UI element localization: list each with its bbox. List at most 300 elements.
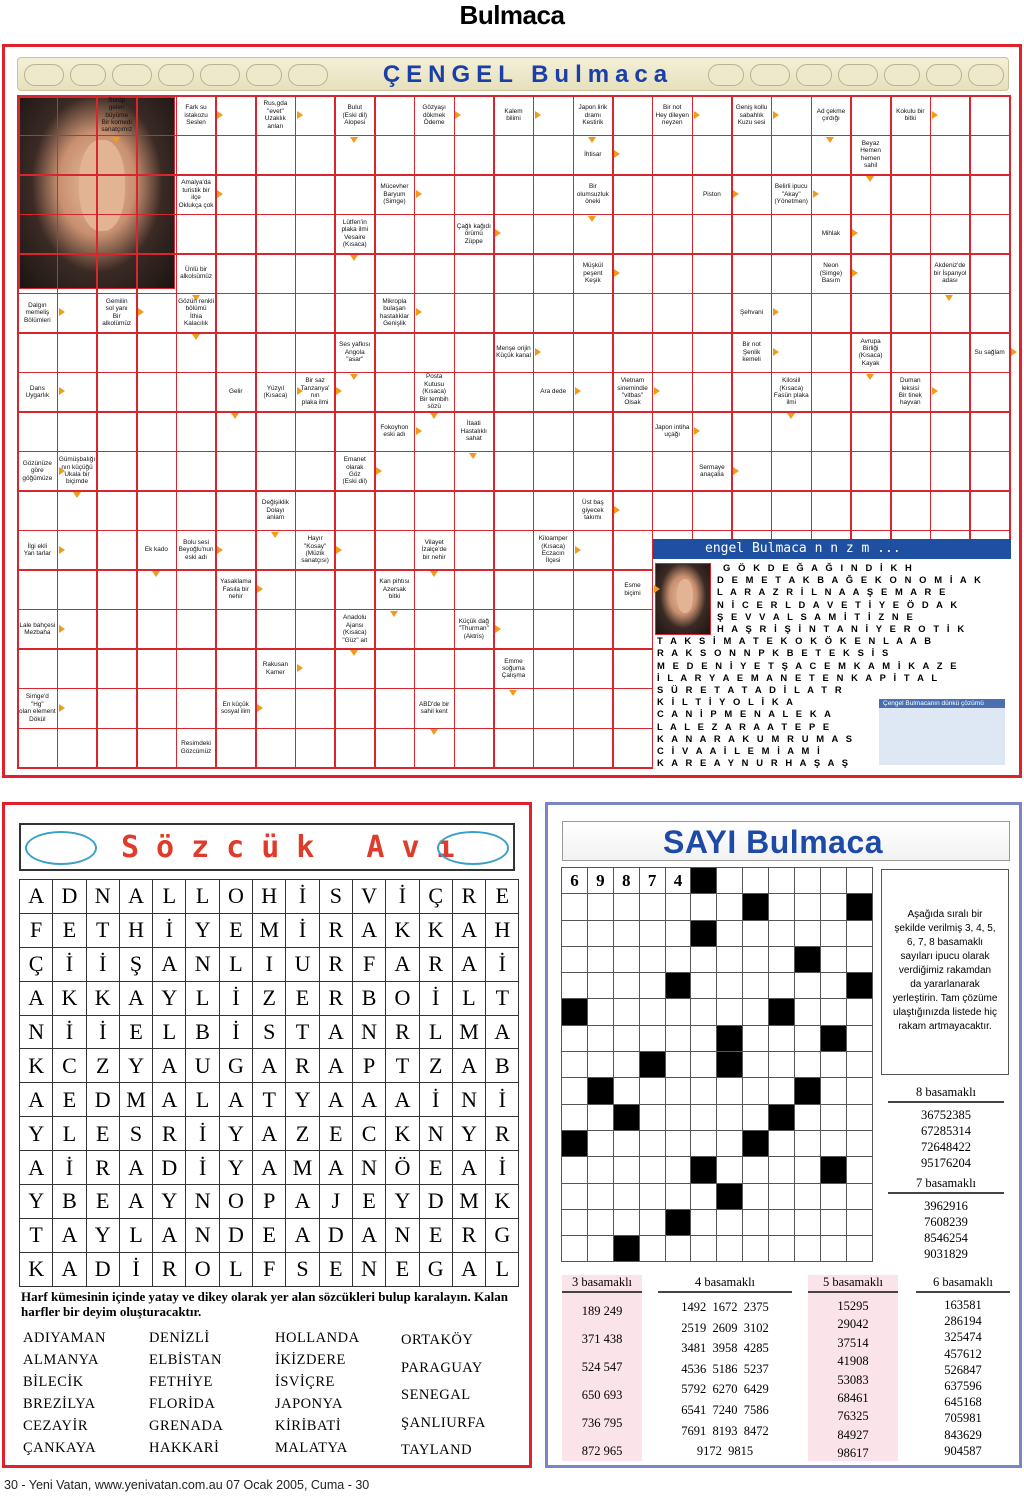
- letter-cell[interactable]: L: [119, 1218, 152, 1252]
- letter-cell[interactable]: K: [486, 1185, 519, 1219]
- number-cell[interactable]: [613, 1157, 639, 1183]
- letter-cell[interactable]: Z: [286, 1117, 319, 1151]
- letter-cell[interactable]: A: [253, 1151, 286, 1185]
- number-cell[interactable]: [639, 1157, 665, 1183]
- letter-cell[interactable]: R: [86, 1151, 119, 1185]
- letter-cell[interactable]: İ: [86, 1015, 119, 1049]
- letter-cell[interactable]: E: [119, 1015, 152, 1049]
- number-cell[interactable]: [846, 868, 872, 894]
- number-cell[interactable]: [820, 920, 846, 946]
- letter-cell[interactable]: E: [419, 1218, 452, 1252]
- number-cell[interactable]: [562, 1025, 588, 1051]
- number-cell[interactable]: [769, 1209, 795, 1235]
- letter-cell[interactable]: E: [53, 913, 86, 947]
- number-cell[interactable]: [795, 920, 821, 946]
- letter-cell[interactable]: R: [486, 1117, 519, 1151]
- number-cell[interactable]: [639, 1236, 665, 1262]
- number-cell[interactable]: [769, 868, 795, 894]
- letter-cell[interactable]: R: [286, 1049, 319, 1083]
- letter-cell[interactable]: R: [386, 1015, 419, 1049]
- number-cell[interactable]: [587, 920, 613, 946]
- letter-cell[interactable]: E: [419, 1151, 452, 1185]
- letter-cell[interactable]: E: [86, 1117, 119, 1151]
- letter-cell[interactable]: E: [286, 981, 319, 1015]
- letter-cell[interactable]: N: [419, 1117, 452, 1151]
- letter-cell[interactable]: S: [119, 1117, 152, 1151]
- letter-cell[interactable]: R: [319, 947, 352, 981]
- number-cell[interactable]: [795, 1052, 821, 1078]
- number-cell[interactable]: [717, 1209, 743, 1235]
- letter-cell[interactable]: A: [352, 1218, 385, 1252]
- number-cell[interactable]: [820, 1078, 846, 1104]
- number-cell[interactable]: [717, 868, 743, 894]
- letter-cell[interactable]: E: [319, 1252, 352, 1286]
- letter-cell[interactable]: A: [286, 1218, 319, 1252]
- number-cell[interactable]: [769, 973, 795, 999]
- number-cell[interactable]: [562, 1236, 588, 1262]
- letter-cell[interactable]: K: [386, 1117, 419, 1151]
- number-cell[interactable]: [665, 999, 691, 1025]
- letter-cell[interactable]: D: [86, 1083, 119, 1117]
- number-cell[interactable]: [743, 1236, 769, 1262]
- letter-cell[interactable]: R: [153, 1252, 186, 1286]
- number-cell[interactable]: 8: [613, 868, 639, 894]
- letter-cell[interactable]: N: [386, 1218, 419, 1252]
- letter-cell[interactable]: D: [219, 1218, 252, 1252]
- letter-cell[interactable]: R: [319, 981, 352, 1015]
- number-cell[interactable]: [743, 973, 769, 999]
- letter-cell[interactable]: A: [53, 1218, 86, 1252]
- letter-cell[interactable]: A: [119, 981, 152, 1015]
- number-cell[interactable]: [665, 1183, 691, 1209]
- letter-cell[interactable]: Ç: [20, 947, 53, 981]
- number-cell[interactable]: [613, 973, 639, 999]
- letter-cell[interactable]: L: [53, 1117, 86, 1151]
- number-cell[interactable]: [846, 999, 872, 1025]
- letter-cell[interactable]: C: [53, 1049, 86, 1083]
- letter-cell[interactable]: İ: [186, 1117, 219, 1151]
- number-cell[interactable]: [743, 999, 769, 1025]
- number-cell[interactable]: [639, 946, 665, 972]
- number-cell[interactable]: [613, 920, 639, 946]
- number-cell[interactable]: [665, 920, 691, 946]
- letter-cell[interactable]: A: [153, 1049, 186, 1083]
- number-cell[interactable]: [820, 1104, 846, 1130]
- letter-cell[interactable]: O: [386, 981, 419, 1015]
- letter-cell[interactable]: N: [186, 947, 219, 981]
- number-cell[interactable]: [613, 1209, 639, 1235]
- number-cell[interactable]: [639, 1130, 665, 1156]
- letter-cell[interactable]: S: [253, 1015, 286, 1049]
- number-cell[interactable]: [743, 1209, 769, 1235]
- number-cell[interactable]: [795, 894, 821, 920]
- number-cell[interactable]: [587, 1209, 613, 1235]
- number-cell[interactable]: [639, 1104, 665, 1130]
- letter-cell[interactable]: C: [352, 1117, 385, 1151]
- letter-cell[interactable]: N: [352, 1015, 385, 1049]
- number-cell[interactable]: [587, 1183, 613, 1209]
- number-cell[interactable]: [743, 920, 769, 946]
- letter-cell[interactable]: D: [86, 1252, 119, 1286]
- number-cell[interactable]: [717, 1157, 743, 1183]
- letter-cell[interactable]: A: [319, 1015, 352, 1049]
- letter-cell[interactable]: L: [153, 1015, 186, 1049]
- letter-cell[interactable]: A: [319, 1049, 352, 1083]
- number-cell[interactable]: 6: [562, 868, 588, 894]
- number-cell[interactable]: [691, 946, 717, 972]
- letter-cell[interactable]: A: [119, 880, 152, 914]
- number-cell[interactable]: [743, 1157, 769, 1183]
- letter-cell[interactable]: S: [319, 880, 352, 914]
- letter-cell[interactable]: I: [253, 947, 286, 981]
- letter-cell[interactable]: İ: [219, 1015, 252, 1049]
- number-cell[interactable]: [665, 1104, 691, 1130]
- letter-cell[interactable]: A: [319, 1083, 352, 1117]
- number-cell[interactable]: [691, 1236, 717, 1262]
- letter-cell[interactable]: A: [153, 947, 186, 981]
- number-cell[interactable]: [691, 1130, 717, 1156]
- letter-cell[interactable]: D: [419, 1185, 452, 1219]
- number-cell[interactable]: [820, 973, 846, 999]
- number-cell[interactable]: [846, 920, 872, 946]
- number-cell[interactable]: [846, 1078, 872, 1104]
- letter-cell[interactable]: Z: [419, 1049, 452, 1083]
- letter-cell[interactable]: İ: [153, 913, 186, 947]
- letter-cell[interactable]: K: [386, 913, 419, 947]
- letter-cell[interactable]: A: [219, 1083, 252, 1117]
- letter-cell[interactable]: Y: [153, 1185, 186, 1219]
- letter-cell[interactable]: A: [452, 1252, 485, 1286]
- letter-cell[interactable]: Y: [219, 1117, 252, 1151]
- number-cell[interactable]: [691, 973, 717, 999]
- letter-cell[interactable]: İ: [286, 913, 319, 947]
- number-cell[interactable]: [639, 999, 665, 1025]
- number-cell[interactable]: [665, 1130, 691, 1156]
- letter-cell[interactable]: A: [53, 1252, 86, 1286]
- letter-cell[interactable]: A: [352, 913, 385, 947]
- letter-cell[interactable]: P: [253, 1185, 286, 1219]
- letter-cell[interactable]: P: [352, 1049, 385, 1083]
- letter-cell[interactable]: T: [86, 913, 119, 947]
- letter-cell[interactable]: Y: [186, 913, 219, 947]
- number-cell[interactable]: [613, 1052, 639, 1078]
- number-cell[interactable]: [743, 1025, 769, 1051]
- number-cell[interactable]: [743, 1104, 769, 1130]
- number-cell[interactable]: [562, 973, 588, 999]
- letter-cell[interactable]: O: [219, 880, 252, 914]
- letter-cell[interactable]: E: [219, 913, 252, 947]
- number-cell[interactable]: [769, 894, 795, 920]
- number-cell[interactable]: [717, 999, 743, 1025]
- letter-cell[interactable]: L: [486, 1252, 519, 1286]
- letter-cell[interactable]: A: [20, 981, 53, 1015]
- number-cell[interactable]: [717, 1104, 743, 1130]
- letter-cell[interactable]: N: [186, 1218, 219, 1252]
- letter-cell[interactable]: Y: [286, 1083, 319, 1117]
- number-cell[interactable]: [639, 920, 665, 946]
- letter-cell[interactable]: G: [219, 1049, 252, 1083]
- letter-cell[interactable]: M: [286, 1151, 319, 1185]
- number-cell[interactable]: [639, 1183, 665, 1209]
- letter-cell[interactable]: K: [53, 981, 86, 1015]
- letter-cell[interactable]: L: [186, 880, 219, 914]
- number-cell[interactable]: [769, 1130, 795, 1156]
- number-cell[interactable]: [769, 1052, 795, 1078]
- number-cell[interactable]: [820, 1236, 846, 1262]
- letter-cell[interactable]: F: [20, 913, 53, 947]
- number-cell[interactable]: [795, 1025, 821, 1051]
- number-cell[interactable]: [613, 1025, 639, 1051]
- number-cell[interactable]: [846, 1236, 872, 1262]
- number-cell[interactable]: [846, 1183, 872, 1209]
- number-cell[interactable]: [665, 1025, 691, 1051]
- number-cell[interactable]: [795, 1157, 821, 1183]
- number-cell[interactable]: [820, 999, 846, 1025]
- letter-cell[interactable]: U: [286, 947, 319, 981]
- number-cell[interactable]: [665, 1157, 691, 1183]
- letter-cell[interactable]: O: [186, 1252, 219, 1286]
- letter-cell[interactable]: Y: [20, 1117, 53, 1151]
- letter-cell[interactable]: N: [186, 1185, 219, 1219]
- number-cell[interactable]: [795, 1236, 821, 1262]
- letter-cell[interactable]: H: [486, 913, 519, 947]
- letter-cell[interactable]: R: [452, 1218, 485, 1252]
- letter-cell[interactable]: M: [253, 913, 286, 947]
- letter-cell[interactable]: A: [20, 1151, 53, 1185]
- letter-cell[interactable]: İ: [486, 1151, 519, 1185]
- number-cell[interactable]: [795, 1104, 821, 1130]
- letter-cell[interactable]: İ: [419, 1083, 452, 1117]
- letter-cell[interactable]: A: [452, 947, 485, 981]
- letter-cell[interactable]: A: [153, 1218, 186, 1252]
- letter-cell[interactable]: A: [20, 880, 53, 914]
- number-cell[interactable]: [769, 946, 795, 972]
- letter-cell[interactable]: A: [452, 1049, 485, 1083]
- number-cell[interactable]: [846, 1130, 872, 1156]
- number-cell[interactable]: [769, 1078, 795, 1104]
- number-cell[interactable]: [639, 894, 665, 920]
- letter-cell[interactable]: R: [153, 1117, 186, 1151]
- letter-cell[interactable]: L: [186, 1083, 219, 1117]
- number-cell[interactable]: [769, 920, 795, 946]
- letter-cell[interactable]: N: [20, 1015, 53, 1049]
- number-cell[interactable]: [743, 946, 769, 972]
- number-cell[interactable]: [639, 1209, 665, 1235]
- number-cell[interactable]: [743, 868, 769, 894]
- number-cell[interactable]: [587, 894, 613, 920]
- number-cell[interactable]: [795, 999, 821, 1025]
- letter-cell[interactable]: R: [319, 913, 352, 947]
- number-cell[interactable]: [665, 1078, 691, 1104]
- number-cell[interactable]: [717, 973, 743, 999]
- letter-cell[interactable]: T: [486, 981, 519, 1015]
- letter-cell[interactable]: N: [86, 880, 119, 914]
- letter-cell[interactable]: B: [486, 1049, 519, 1083]
- number-cell[interactable]: [562, 1078, 588, 1104]
- letter-cell[interactable]: İ: [53, 1151, 86, 1185]
- number-cell[interactable]: [587, 1130, 613, 1156]
- number-cell[interactable]: 4: [665, 868, 691, 894]
- number-cell[interactable]: [769, 1025, 795, 1051]
- number-cell[interactable]: [613, 999, 639, 1025]
- letter-cell[interactable]: N: [352, 1151, 385, 1185]
- number-cell[interactable]: [691, 1183, 717, 1209]
- letter-cell[interactable]: A: [452, 913, 485, 947]
- letter-cell[interactable]: G: [486, 1218, 519, 1252]
- letter-cell[interactable]: İ: [419, 981, 452, 1015]
- number-cell[interactable]: [613, 946, 639, 972]
- letter-cell[interactable]: A: [119, 1185, 152, 1219]
- number-cell[interactable]: [795, 1209, 821, 1235]
- number-cell[interactable]: [691, 1025, 717, 1051]
- number-cell[interactable]: [613, 1078, 639, 1104]
- number-cell[interactable]: [587, 1025, 613, 1051]
- number-cell[interactable]: [795, 973, 821, 999]
- letter-cell[interactable]: A: [286, 1185, 319, 1219]
- letter-cell[interactable]: N: [352, 1252, 385, 1286]
- number-cell[interactable]: [717, 1236, 743, 1262]
- letter-cell[interactable]: E: [319, 1117, 352, 1151]
- number-cell[interactable]: [717, 920, 743, 946]
- number-cell[interactable]: [613, 1130, 639, 1156]
- letter-cell[interactable]: Y: [386, 1185, 419, 1219]
- number-cell[interactable]: [846, 1025, 872, 1051]
- number-cell[interactable]: [587, 1104, 613, 1130]
- number-cell[interactable]: [691, 894, 717, 920]
- letter-cell[interactable]: Y: [119, 1049, 152, 1083]
- letter-cell[interactable]: İ: [386, 880, 419, 914]
- number-cell[interactable]: [846, 1104, 872, 1130]
- number-cell[interactable]: [717, 894, 743, 920]
- letter-cell[interactable]: İ: [86, 947, 119, 981]
- number-cell[interactable]: [743, 1052, 769, 1078]
- number-cell[interactable]: [691, 1104, 717, 1130]
- letter-cell[interactable]: D: [319, 1218, 352, 1252]
- number-cell[interactable]: [769, 1157, 795, 1183]
- number-cell[interactable]: [691, 1078, 717, 1104]
- letter-cell[interactable]: H: [119, 913, 152, 947]
- number-cell[interactable]: [820, 894, 846, 920]
- number-cell[interactable]: [820, 1209, 846, 1235]
- letter-cell[interactable]: E: [486, 880, 519, 914]
- letter-cell[interactable]: Y: [452, 1117, 485, 1151]
- letter-cell[interactable]: R: [419, 947, 452, 981]
- number-cell[interactable]: [795, 868, 821, 894]
- letter-cell[interactable]: E: [86, 1185, 119, 1219]
- number-cell[interactable]: [639, 973, 665, 999]
- number-cell[interactable]: [795, 1183, 821, 1209]
- letter-cell[interactable]: E: [53, 1083, 86, 1117]
- letter-cell[interactable]: A: [486, 1015, 519, 1049]
- number-cell[interactable]: [820, 1052, 846, 1078]
- number-cell[interactable]: [691, 1052, 717, 1078]
- letter-cell[interactable]: E: [352, 1185, 385, 1219]
- letter-cell[interactable]: T: [286, 1015, 319, 1049]
- letter-cell[interactable]: R: [452, 880, 485, 914]
- number-cell[interactable]: 9: [587, 868, 613, 894]
- letter-cell[interactable]: E: [253, 1218, 286, 1252]
- letter-cell[interactable]: H: [253, 880, 286, 914]
- letter-cell[interactable]: İ: [486, 947, 519, 981]
- number-cell[interactable]: [562, 1157, 588, 1183]
- number-cell[interactable]: [665, 1236, 691, 1262]
- number-cell[interactable]: [613, 894, 639, 920]
- number-cell[interactable]: [613, 1183, 639, 1209]
- letter-cell[interactable]: İ: [486, 1083, 519, 1117]
- number-cell[interactable]: [820, 946, 846, 972]
- number-cell[interactable]: [665, 894, 691, 920]
- number-cell[interactable]: [587, 1157, 613, 1183]
- letter-cell[interactable]: O: [219, 1185, 252, 1219]
- number-cell[interactable]: [717, 946, 743, 972]
- number-cell[interactable]: [587, 1052, 613, 1078]
- letter-cell[interactable]: A: [253, 1117, 286, 1151]
- letter-cell[interactable]: A: [253, 1049, 286, 1083]
- number-cell[interactable]: [587, 1236, 613, 1262]
- letter-cell[interactable]: A: [119, 1151, 152, 1185]
- letter-cell[interactable]: A: [319, 1151, 352, 1185]
- number-cell[interactable]: [639, 1025, 665, 1051]
- letter-cell[interactable]: Z: [253, 981, 286, 1015]
- letter-cell[interactable]: A: [386, 1083, 419, 1117]
- number-cell[interactable]: [691, 999, 717, 1025]
- number-cell[interactable]: [743, 1183, 769, 1209]
- number-cell[interactable]: [562, 920, 588, 946]
- letter-cell[interactable]: A: [153, 1083, 186, 1117]
- letter-cell[interactable]: B: [186, 1015, 219, 1049]
- letter-cell[interactable]: E: [386, 1252, 419, 1286]
- letter-cell[interactable]: J: [319, 1185, 352, 1219]
- letter-cell[interactable]: İ: [119, 1252, 152, 1286]
- number-cell[interactable]: [665, 1052, 691, 1078]
- letter-cell[interactable]: M: [452, 1185, 485, 1219]
- letter-cell[interactable]: D: [53, 880, 86, 914]
- letter-cell[interactable]: L: [186, 981, 219, 1015]
- number-cell[interactable]: [846, 1209, 872, 1235]
- number-cell[interactable]: [639, 1078, 665, 1104]
- number-cell[interactable]: 7: [639, 868, 665, 894]
- letter-cell[interactable]: K: [20, 1049, 53, 1083]
- number-cell[interactable]: [587, 973, 613, 999]
- number-cell[interactable]: [562, 1104, 588, 1130]
- number-cell[interactable]: [846, 1052, 872, 1078]
- number-cell[interactable]: [820, 1183, 846, 1209]
- number-cell[interactable]: [587, 999, 613, 1025]
- letter-cell[interactable]: L: [419, 1015, 452, 1049]
- letter-cell[interactable]: Y: [153, 981, 186, 1015]
- letter-cell[interactable]: A: [352, 1083, 385, 1117]
- letter-cell[interactable]: L: [219, 947, 252, 981]
- number-cell[interactable]: [846, 1157, 872, 1183]
- letter-cell[interactable]: K: [419, 913, 452, 947]
- letter-cell[interactable]: Y: [219, 1151, 252, 1185]
- number-cell[interactable]: [743, 1078, 769, 1104]
- letter-cell[interactable]: Ö: [386, 1151, 419, 1185]
- number-cell[interactable]: [846, 946, 872, 972]
- letter-cell[interactable]: L: [153, 880, 186, 914]
- letter-cell[interactable]: K: [86, 981, 119, 1015]
- number-cell[interactable]: [769, 1183, 795, 1209]
- number-cell[interactable]: [820, 1130, 846, 1156]
- number-cell[interactable]: [717, 1078, 743, 1104]
- letter-cell[interactable]: N: [452, 1083, 485, 1117]
- number-cell[interactable]: [665, 946, 691, 972]
- letter-cell[interactable]: Z: [86, 1049, 119, 1083]
- number-cell[interactable]: [795, 1130, 821, 1156]
- number-cell[interactable]: [717, 1130, 743, 1156]
- letter-cell[interactable]: F: [253, 1252, 286, 1286]
- number-cell[interactable]: [562, 1209, 588, 1235]
